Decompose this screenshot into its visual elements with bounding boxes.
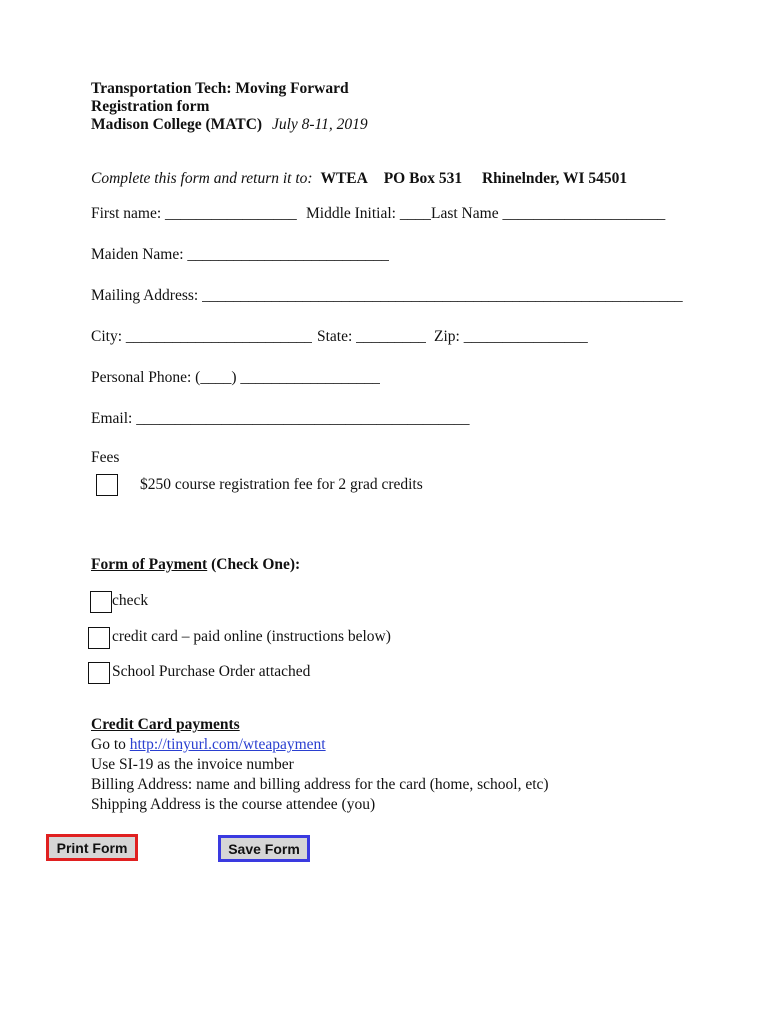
- go-to-line: [91, 736, 326, 754]
- print-form-label: Print Form: [56, 839, 128, 856]
- purchase-order-checkbox[interactable]: [88, 662, 110, 684]
- email-field[interactable]: Email: ___________________________________________: [91, 410, 470, 427]
- purchase-order-label: School Purchase Order attached: [112, 663, 311, 680]
- payment-heading-rest: (Check One):: [207, 556, 301, 573]
- go-to-label: Go to: [91, 736, 130, 753]
- form-subtitle: Registration form: [91, 98, 210, 115]
- return-intro: Complete this form and return it to:: [91, 170, 313, 187]
- fee-checkbox[interactable]: [96, 474, 118, 496]
- city-field[interactable]: City: ________________________: [91, 328, 312, 345]
- mailing-address-field[interactable]: Mailing Address: ______________________________________________________________: [91, 287, 683, 304]
- check-payment-checkbox[interactable]: [90, 591, 112, 613]
- middle-initial-field[interactable]: Middle Initial: ____: [306, 205, 431, 222]
- fees-heading: Fees: [91, 449, 120, 466]
- first-name-field[interactable]: First name: _________________: [91, 205, 297, 222]
- last-name-field[interactable]: Last Name _____________________: [431, 205, 666, 222]
- payment-url-link[interactable]: http://tinyurl.com/wteapayment: [129, 736, 326, 753]
- maiden-name-field[interactable]: Maiden Name: __________________________: [91, 246, 389, 263]
- check-payment-label: check: [112, 592, 149, 609]
- zip-field[interactable]: Zip: ________________: [434, 328, 588, 345]
- payment-heading-underlined: Form of Payment: [91, 556, 208, 573]
- return-org: WTEA: [320, 170, 368, 187]
- save-form-button[interactable]: [218, 835, 310, 862]
- fee-item-label: $250 course registration fee for 2 grad credits: [140, 476, 423, 493]
- save-form-label: Save Form: [228, 840, 300, 857]
- shipping-instruction: Shipping Address is the course attendee (you): [91, 796, 376, 813]
- event-location-line: [91, 116, 368, 134]
- credit-card-heading: Credit Card payments: [91, 716, 240, 733]
- event-dates: July 8-11, 2019: [271, 116, 368, 133]
- state-field[interactable]: State: _________: [317, 328, 426, 345]
- phone-field[interactable]: Personal Phone: (____) __________________: [91, 369, 380, 386]
- billing-instruction: Billing Address: name and billing address for the card (home, school, etc): [91, 776, 549, 793]
- credit-card-payment-label: credit card – paid online (instructions below): [112, 628, 391, 645]
- return-city: Rhinelnder, WI 54501: [481, 170, 628, 187]
- return-po-box: PO Box 531: [383, 170, 463, 187]
- event-location: Madison College (MATC): [91, 116, 263, 133]
- form-title: Transportation Tech: Moving Forward: [91, 80, 349, 97]
- payment-heading: [91, 556, 300, 574]
- invoice-instruction: Use SI-19 as the invoice number: [91, 756, 294, 773]
- print-form-button[interactable]: [46, 834, 138, 861]
- return-address-line: [91, 170, 627, 188]
- credit-card-payment-checkbox[interactable]: [88, 627, 110, 649]
